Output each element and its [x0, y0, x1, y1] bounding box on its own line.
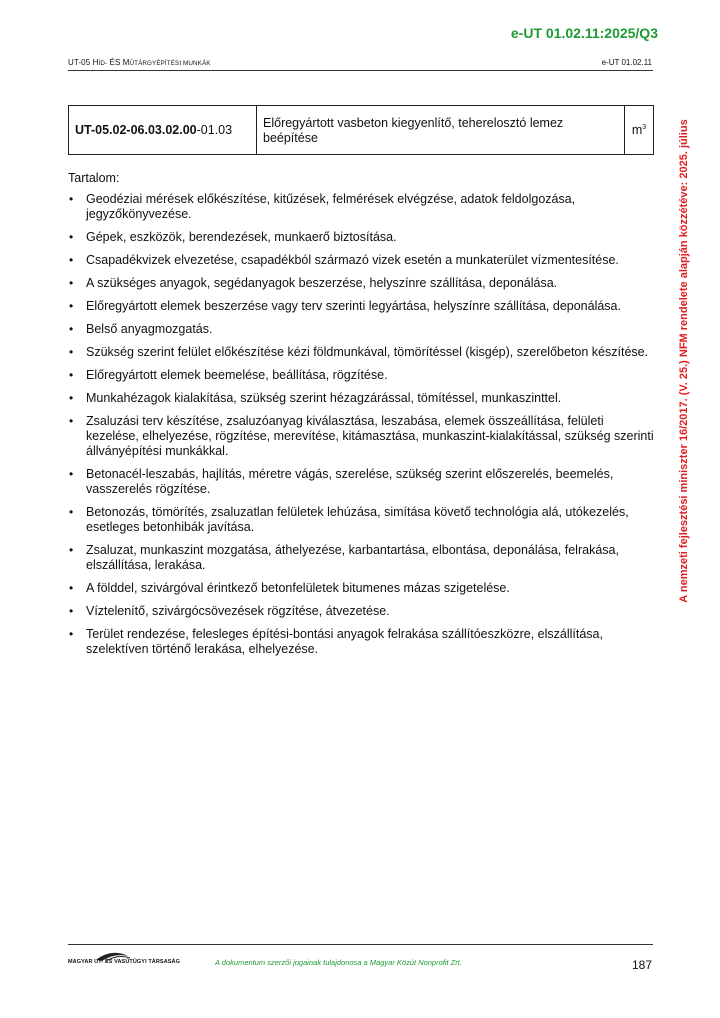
list-item: • Csapadékvizek elvezetése, csapadékból származó vizek esetén a munkaterület vízmentesítése. — [68, 253, 658, 268]
section-title — [68, 58, 211, 67]
item-row — [69, 106, 654, 155]
list-item: • Terület rendezése, felesleges építési-bontási anyagok felrakása szállítóeszközre, elszállítása, szelektíven történő lerakása, elhelyezése. — [68, 627, 658, 657]
content-list — [68, 192, 658, 665]
section-title-part: ÍD- — [98, 60, 108, 67]
list-item: • Zsaluzási terv készítése, zsaluzóanyag kiválasztása, leszabása, elemek összeállítása, felületi kezelése, elhelyezése, rögzítése, merevítése, kitámasztása, munkaszint-kialakítással, szükség szerinti állványépítési munkákkal. — [68, 414, 658, 459]
item-code — [69, 106, 257, 155]
list-item: • Zsaluzat, munkaszint mozgatása, áthelyezése, karbantartása, elbontása, deponálása, felrakása, elszállítása, lerakása. — [68, 543, 658, 573]
list-item: • Előregyártott elemek beemelése, beállítása, rögzítése. — [68, 368, 658, 383]
header-doc-ref: e-UT 01.02.11 — [601, 58, 652, 67]
list-item: • A földdel, szivárgóval érintkező betonfelületek bitumenes mázas szigetelése. — [68, 581, 658, 596]
unit-symbol: m — [631, 123, 643, 137]
item-code-suffix: -01.03 — [196, 123, 233, 137]
list-item: • A szükséges anyagok, segédanyagok beszerzése, helyszínre szállítása, deponálása. — [68, 276, 658, 291]
content-heading: Tartalom: — [68, 171, 120, 185]
item-unit — [625, 106, 654, 155]
society-logo-text: MAGYAR UT- ÉS VASÚTÜGYI TÁRSASÁG — [68, 959, 180, 965]
unit-exponent: 3 — [642, 123, 647, 131]
item-code-main: UT-05.02-06.03.02.00 — [75, 123, 197, 137]
footer-divider — [68, 944, 653, 945]
header-divider — [68, 70, 653, 71]
list-item: • Előregyártott elemek beszerzése vagy terv szerinti legyártása, helyszínre szállítása, deponálása. — [68, 299, 658, 314]
list-item: • Víztelenítő, szivárgócsövezések rögzítése, átvezetése. — [68, 604, 658, 619]
copyright-notice: A dokumentum szerzői jogainak tulajdonosa a Magyar Közút Nonprofit Zrt. — [215, 958, 462, 967]
page-number: 187 — [631, 958, 652, 972]
publication-note-text: A nemzeti fejlesztési miniszter 16/2017. (V. 25.) NFM rendelete alapján közzétéve: 2025. július — [678, 119, 690, 603]
item-title: Előregyártott vasbeton kiegyenlítő, teherelosztó lemez beépítése — [257, 106, 625, 155]
list-item: • Belső anyagmozgatás. — [68, 322, 658, 337]
publication-note — [669, 96, 699, 626]
document-code: e-UT 01.02.11:2025/Q3 — [510, 25, 658, 41]
list-item: • Betonozás, tömörítés, zsaluzatlan felületek lehúzása, simítása követő technológia alá, utókezelés, esetleges betonhibák javítása. — [68, 505, 658, 535]
section-title-part: ŰTÁRGYÉPÍTÉSI MUNKÁK — [129, 60, 211, 67]
list-item: • Betonacél-leszabás, hajlítás, méretre vágás, szerelése, szükség szerint előszerelés, beemelés, vasszerelés rögzítése. — [68, 467, 658, 497]
list-item: • Szükség szerint felület előkészítése kézi földmunkával, tömörítéssel (kisgép), szerelőbeton készítése. — [68, 345, 658, 360]
item-table — [68, 105, 654, 155]
section-title-part: UT-05 H — [68, 58, 99, 67]
list-item: • Munkahézagok kialakítása, szükség szerint hézagzárással, tömítéssel, munkaszinttel. — [68, 391, 658, 406]
section-title-part: ÉS M — [107, 58, 130, 67]
list-item: • Geodéziai mérések előkészítése, kitűzések, felmérések elvégzése, adatok feldolgozása, jegyzőkönyvezése. — [68, 192, 658, 222]
list-item: • Gépek, eszközök, berendezések, munkaerő biztosítása. — [68, 230, 658, 245]
